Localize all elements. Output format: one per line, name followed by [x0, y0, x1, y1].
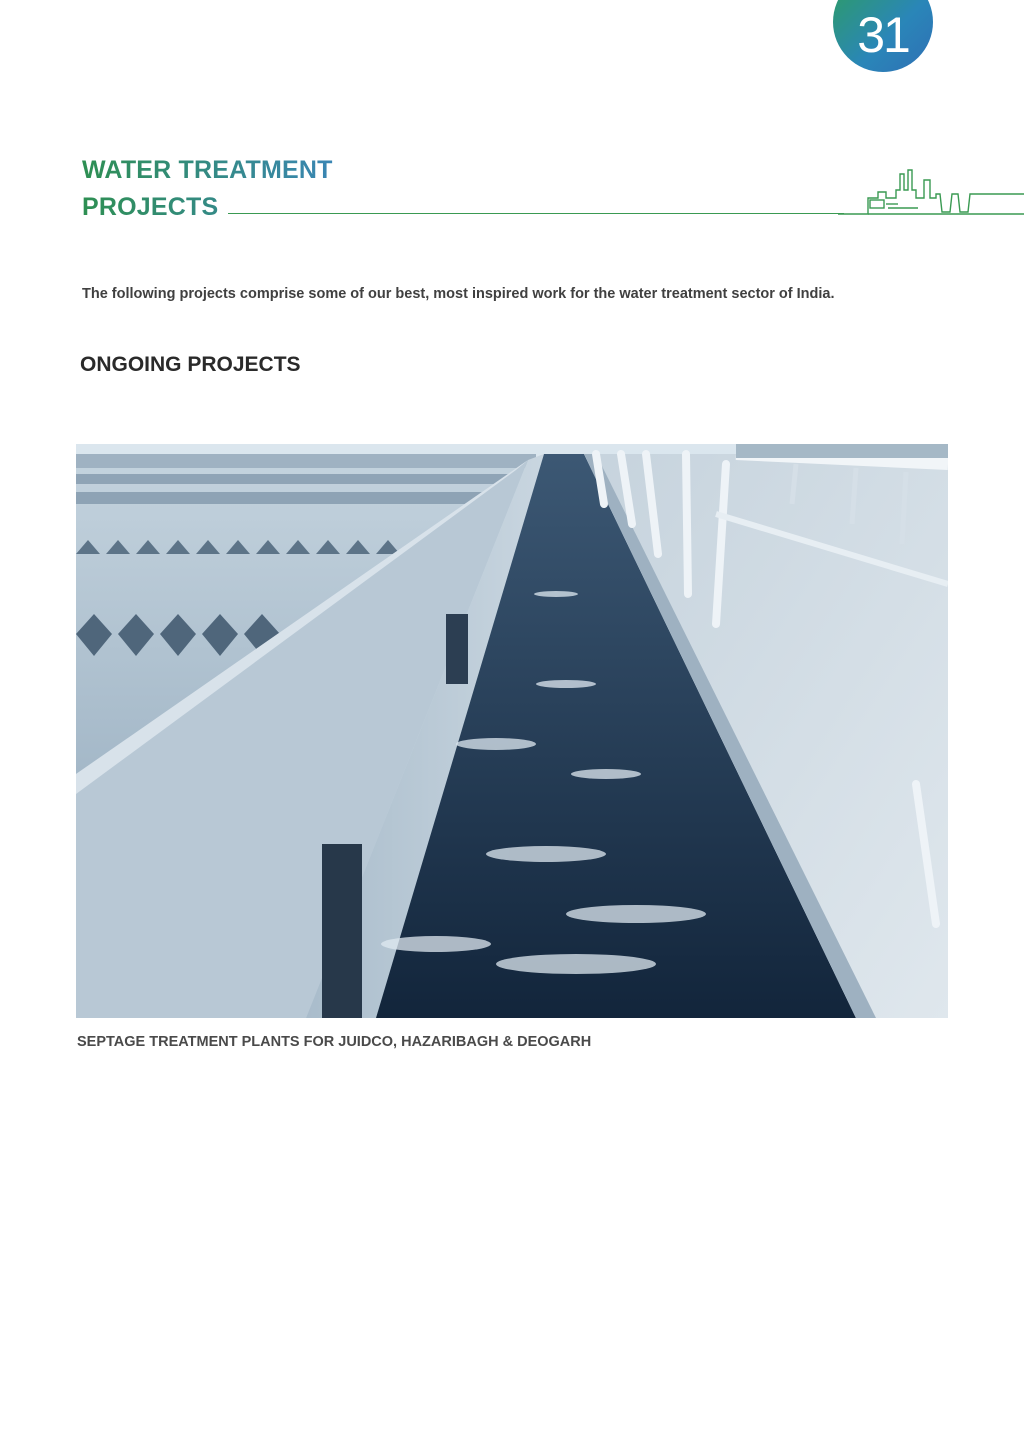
page-number-badge [833, 0, 933, 72]
page-number: 31 [857, 7, 909, 63]
page-title [82, 152, 333, 226]
page-title-line-1: WATER TREATMENT [82, 156, 333, 184]
title-underline [228, 213, 844, 214]
water-treatment-channel-photo [76, 444, 948, 1018]
page-title-line-2: PROJECTS [82, 193, 219, 221]
intro-paragraph: The following projects comprise some of our best, most inspired work for the water treatment sector of India. [82, 286, 835, 302]
section-heading: ONGOING PROJECTS [80, 353, 301, 376]
factory-skyline-icon [838, 164, 1024, 218]
photo-caption: SEPTAGE TREATMENT PLANTS FOR JUIDCO, HAZARIBAGH & DEOGARH [77, 1034, 592, 1050]
